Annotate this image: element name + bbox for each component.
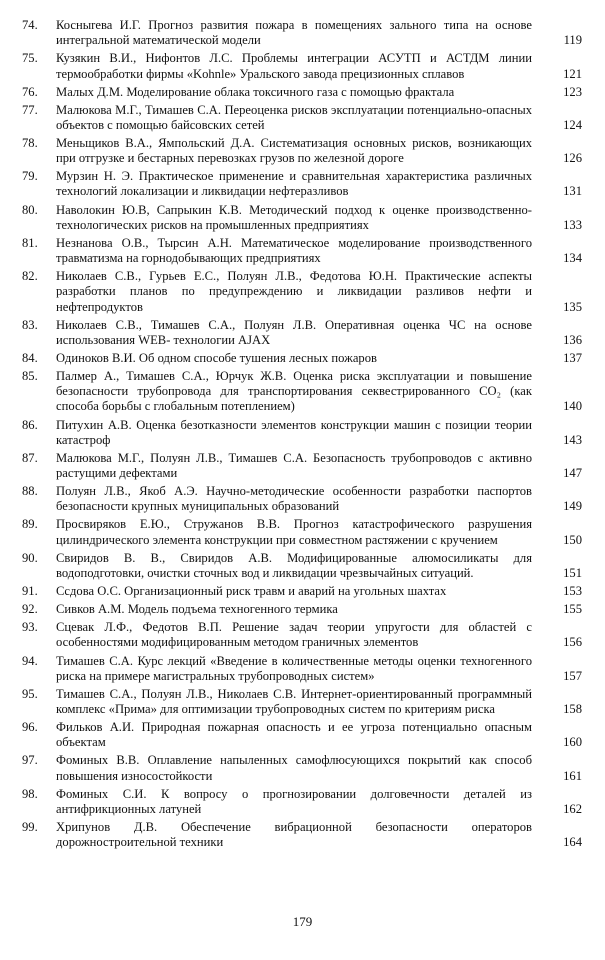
- entry-page: 124: [563, 117, 582, 132]
- toc-entry: [22, 318, 582, 348]
- toc-entry: [22, 103, 582, 133]
- entry-number: 82.: [22, 269, 38, 284]
- toc-entry: [22, 753, 582, 783]
- toc-entry: [22, 654, 582, 684]
- entry-number: 88.: [22, 484, 38, 499]
- entry-page: 126: [563, 151, 582, 166]
- entry-title: Хрипунов Д.В. Обеспечение вибрационной безопасности операторов дорожностроительной техники: [56, 820, 532, 850]
- entry-page: 161: [563, 768, 582, 783]
- entry-page: 143: [563, 432, 582, 447]
- entry-title: Малюкова М.Г., Тимашев С.А. Переоценка рисков эксплуатации потенциально-опасных объектов с помощью байсовских сетей: [56, 102, 532, 132]
- entry-page: 134: [563, 251, 582, 266]
- page-number: 179: [292, 914, 313, 929]
- toc-entry: [22, 584, 582, 599]
- entry-title: Сивков А.М. Модель подъема техногенного термика: [56, 602, 338, 617]
- entry-number: 81.: [22, 235, 38, 250]
- entry-title: Меньщиков В.А., Ямпольский Д.А. Систематизация основных рисков, возникающих при отгрузке и бестарных перевозках грузов по железной дороге: [56, 135, 532, 166]
- entry-number: 85.: [22, 369, 38, 384]
- table-of-contents: [22, 18, 582, 853]
- entry-number: 91.: [22, 584, 38, 599]
- entry-title: Малюкова М.Г., Полуян Л.В., Тимашев С.А. Безопасность трубопроводов с активно растущими дефектами: [56, 450, 532, 481]
- entry-number: 87.: [22, 450, 38, 465]
- entry-number: 89.: [22, 517, 38, 532]
- entry-number: 75.: [22, 51, 38, 66]
- entry-number: 83.: [22, 317, 38, 332]
- entry-title: Малых Д.М. Моделирование облака токсичного газа с помощью фрактала: [56, 84, 455, 99]
- entry-number: 90.: [22, 550, 38, 565]
- entry-page: 155: [563, 602, 582, 617]
- toc-entry: [22, 236, 582, 266]
- entry-number: 74.: [22, 18, 38, 32]
- entry-number: 78.: [22, 135, 38, 150]
- entry-page: 149: [563, 499, 582, 514]
- entry-title: Фильков А.И. Природная пожарная опасность и ее угроза потенциально опасным объектам: [56, 720, 532, 750]
- toc-entry: [22, 451, 582, 481]
- entry-number: 96.: [22, 720, 38, 735]
- entry-number: 84.: [22, 350, 38, 365]
- entry-number: 98.: [22, 786, 38, 801]
- toc-entry: [22, 820, 582, 850]
- entry-number: 76.: [22, 84, 38, 99]
- toc-entry: [22, 203, 582, 233]
- toc-entry: [22, 169, 582, 199]
- entry-title: Питухин А.В. Оценка безотказности элементов конструкции машин с позиции теории катастроф: [56, 417, 532, 447]
- entry-page: 135: [563, 299, 582, 314]
- entry-title: Сцевак Л.Ф., Федотов В.П. Решение задач теории упругости для областей с особенностями модифицированным методом граничных элементов: [56, 620, 532, 650]
- toc-entry: [22, 602, 582, 617]
- entry-page: 121: [563, 66, 582, 81]
- entry-number: 93.: [22, 620, 38, 635]
- entry-title: Николаев С.В., Тимашев С.А., Полуян Л.В. Оперативная оценка ЧС на основе использования WEB- технологии AJAX: [56, 317, 532, 347]
- entry-title: Просвиряков Е.Ю., Стружанов В.В. Прогноз катастрофического разрушения цилиндрического элемента конструкции при совместном растяжении с кручением: [56, 517, 532, 547]
- entry-page: 140: [563, 399, 582, 414]
- entry-number: 80.: [22, 202, 38, 217]
- entry-page: 162: [563, 801, 582, 816]
- entry-title: Палмер А., Тимашев С.А., Юрчук Ж.В. Оценка риска эксплуатации и повышение безопасности трубопровода для транспортирования секвестрированного CO₂ (как способа борьбы с глобальным потеплением): [56, 369, 532, 414]
- entry-title: Тимашев С.А., Полуян Л.В., Николаев С.В. Интернет-ориентированный программный комплекс «Прима» для оптимизации трубопроводных систем по критериям риска: [56, 686, 532, 717]
- entry-page: 123: [563, 84, 582, 99]
- entry-page: 133: [563, 217, 582, 232]
- entry-page: 150: [563, 532, 582, 547]
- entry-title: Полуян Л.В., Якоб А.Э. Научно-методические особенности разработки паспортов безопасности крупных муниципальных образований: [56, 484, 532, 514]
- toc-entry: [22, 620, 582, 650]
- toc-entry: [22, 269, 582, 315]
- entry-title: Одиноков В.И. Об одном способе тушения лесных пожаров: [56, 350, 377, 365]
- entry-number: 94.: [22, 653, 38, 668]
- entry-page: 136: [563, 332, 582, 347]
- entry-number: 97.: [22, 753, 38, 768]
- entry-page: 151: [563, 565, 582, 580]
- toc-entry: [22, 720, 582, 750]
- toc-entry: [22, 85, 582, 100]
- entry-number: 86.: [22, 417, 38, 432]
- entry-title: Тимашев С.А. Курс лекций «Введение в количественные методы оценки техногенного риска на примере магистральных трубопроводных систем»: [56, 653, 532, 683]
- toc-entry: [22, 551, 582, 581]
- entry-page: 156: [563, 635, 582, 650]
- entry-page: 157: [563, 668, 582, 683]
- entry-number: 92.: [22, 602, 38, 617]
- entry-title: Наволокин Ю.В, Сапрыкин К.В. Методический подход к оценке производственно-технологических рисков на промышленных предприятиях: [56, 202, 532, 232]
- entry-title: Мурзин Н. Э. Практическое применение и сравнительная характеристика различных технологий локализации и ликвидации нефтеразливов: [56, 169, 532, 199]
- entry-title: Кузякин В.И., Нифонтов Л.С. Проблемы интеграции АСУТП и АСТДМ линии термообработки фирмы «Kohnle» Уральского завода прецизионных сплавов: [56, 51, 532, 81]
- toc-entry: [22, 369, 582, 415]
- entry-title: Сcдова О.С. Организационный риск травм и аварий на угольных шахтах: [56, 584, 447, 599]
- entry-page: 153: [563, 584, 582, 599]
- entry-page: 131: [563, 184, 582, 199]
- toc-entry: [22, 517, 582, 547]
- entry-page: 160: [563, 735, 582, 750]
- toc-entry: [22, 787, 582, 817]
- entry-page: 119: [563, 33, 582, 48]
- toc-entry: [22, 687, 582, 717]
- entry-title: Фоминых В.В. Оплавление напыленных самофлюсующихся покрытий как способ повышения износостойкости: [56, 753, 532, 783]
- entry-title: Незнанова О.В., Тырсин А.Н. Математическое моделирование производственного травматизма на горнодобывающих предприятиях: [56, 235, 532, 266]
- entry-number: 95.: [22, 686, 38, 701]
- toc-entry: [22, 351, 582, 366]
- entry-title: Свиридов В. В., Свиридов А.В. Модифицированные алюмосиликаты для водоподготовки, очистки сточных вод и ликвидации чрезвычайных ситуаций.: [56, 550, 532, 580]
- entry-page: 158: [563, 702, 582, 717]
- entry-title: Николаев С.В., Гурьев Е.С., Полуян Л.В., Федотова Ю.Н. Практические аспекты разработки планов по предупреждению и ликвидации разливов нефти и нефтепродуктов: [56, 269, 532, 314]
- entry-number: 99.: [22, 820, 38, 835]
- toc-entry: [22, 136, 582, 166]
- entry-page: 137: [563, 350, 582, 365]
- entry-title: Фоминых С.И. К вопросу о прогнозировании долговечности деталей из антифрикционных латуней: [56, 786, 532, 816]
- entry-page: 164: [563, 835, 582, 850]
- entry-number: 79.: [22, 169, 38, 184]
- toc-entry: [22, 418, 582, 448]
- toc-entry: [22, 18, 582, 48]
- entry-title: Косныreва И.Г. Прогноз развития пожара в помещениях зального типа на основе интегральной математической модели: [56, 18, 532, 48]
- toc-entry: [22, 484, 582, 514]
- toc-entry: [22, 51, 582, 81]
- entry-page: 147: [563, 466, 582, 481]
- entry-number: 77.: [22, 102, 38, 117]
